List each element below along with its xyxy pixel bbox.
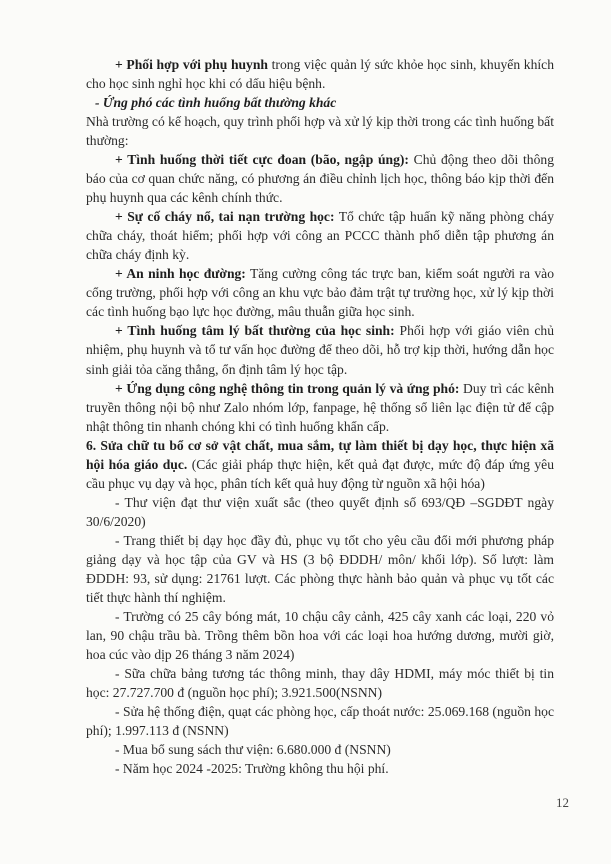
paragraph-intro	[86, 112, 554, 150]
paragraph-text: - Sữa chữa bảng tương tác thông minh, thay dây HDMI, máy móc thiết bị tin học: 27.727.700 đ (nguồn học phí); 3.921.500(NSNN)	[86, 666, 554, 701]
subheading-unusual-situations	[86, 93, 554, 112]
paragraph-parent-coordination	[86, 55, 554, 93]
document-body	[86, 55, 554, 778]
bold-lead: + Sự cố cháy nổ, tai nạn trường học:	[115, 209, 335, 225]
paragraph-trees	[86, 607, 554, 664]
bold-lead: + Tình huống tâm lý bất thường của học sinh:	[115, 323, 395, 339]
paragraph-text: (Các giải pháp thực hiện, kết quả đạt được, mức độ đáp ứng yêu cầu phục vụ dạy và học, phân tích kết quả huy động từ nguồn xã hội hóa)	[86, 456, 554, 491]
paragraph-text: Nhà trường có kế hoạch, quy trình phối hợp và xử lý kịp thời trong các tình huống bất thường:	[86, 114, 554, 149]
paragraph-text: - Trường có 25 cây bóng mát, 10 chậu cây cảnh, 425 cây xanh các loại, 220 vỏ lan, 90 chậu trầu bà. Trồng thêm bồn hoa với các loại hoa hướng dương, mười giờ, hoa cúc vào dịp 26 tháng 3 năm 2024)	[86, 608, 554, 662]
bold-lead: + Tình huống thời tiết cực đoan (bão, ngập úng):	[115, 152, 409, 168]
paragraph-text: - Mua bổ sung sách thư viện: 6.680.000 đ (NSNN)	[115, 742, 391, 758]
paragraph-security	[86, 264, 554, 321]
paragraph-text: - Trang thiết bị dạy học đầy đủ, phục vụ tốt cho yêu cầu đổi mới phương pháp giảng dạy và học tập của GV và HS (3 bộ ĐDDH/ môn/ khối lớp). Số lượt: làm ĐDDH: 93, sử dụng: 21761 lượt. Các phòng thực hành bảo quản và phục vụ tốt các tiết thực hành thí nghiệm.	[86, 532, 554, 605]
bold-lead: + An ninh học đường:	[115, 266, 246, 282]
section-title: 6. Sửa chữ tu bổ cơ sở vật chất, mua sắm, tự làm thiết bị dạy học, thực hiện xã hội hóa giáo dục.	[86, 437, 554, 472]
paragraph-weather	[86, 150, 554, 207]
paragraph-text: Tổ chức tập huấn kỹ năng phòng cháy chữa cháy, thoát hiểm; phối hợp với công an PCCC thành phố diễn tập phương án chữa cháy định kỳ.	[86, 209, 554, 263]
paragraph-text: - Sửa hệ thống điện, quạt các phòng học, cấp thoát nước: 25.069.168 (nguồn học phí); 1.997.113 đ (NSNN)	[86, 704, 554, 739]
subheading-text: - Ứng phó các tình huống bất thường khác	[95, 95, 337, 111]
paragraph-smartboard	[86, 664, 554, 702]
paragraph-text: - Thư viện đạt thư viện xuất sắc (theo quyết định số 693/QĐ –SGDĐT ngày 30/6/2020)	[86, 494, 554, 529]
bold-lead: + Ứng dụng công nghệ thông tin trong quản lý và ứng phó:	[115, 380, 460, 396]
paragraph-electric	[86, 702, 554, 740]
paragraph-library	[86, 493, 554, 531]
section-6-heading	[86, 436, 554, 493]
paragraph-fees	[86, 759, 554, 778]
page-number: 12	[556, 795, 569, 810]
paragraph-equipment	[86, 531, 554, 607]
paragraph-text: trong việc quản lý sức khỏe học sinh, khuyến khích cho học sinh nghỉ học khi có dấu hiệu bệnh.	[86, 57, 554, 92]
bold-lead: + Phối hợp với phụ huynh	[115, 57, 268, 72]
paragraph-psychology	[86, 321, 554, 378]
paragraph-text: - Năm học 2024 -2025: Trường không thu hội phí.	[115, 761, 389, 777]
paragraph-text: Phối hợp với giáo viên chủ nhiệm, phụ huynh và tổ tư vấn học đường để theo dõi, hỗ trợ kịp thời, hướng dẫn học sinh giải tỏa căng thẳng, ổn định tâm lý học tập.	[86, 323, 554, 377]
paragraph-it	[86, 379, 554, 436]
paragraph-text: Chủ động theo dõi thông báo của cơ quan chức năng, có phương án điều chỉnh lịch học, thông báo kịp thời đến phụ huynh qua các kênh chính thức.	[86, 152, 554, 206]
paragraph-text: Duy trì các kênh truyền thông nội bộ như Zalo nhóm lớp, fanpage, hệ thống sổ liên lạc điện tử để cập nhật thông tin nhanh chóng khi có tình huống khẩn cấp.	[86, 380, 554, 434]
paragraph-books	[86, 740, 554, 759]
paragraph-fire	[86, 207, 554, 264]
paragraph-text: Tăng cường công tác trực ban, kiểm soát người ra vào cổng trường, phối hợp với công an khu vực bảo đảm trật tự trường học, xử lý kịp thời các tình huống bạo lực học đường, mâu thuẫn giữa học sinh.	[86, 266, 554, 320]
